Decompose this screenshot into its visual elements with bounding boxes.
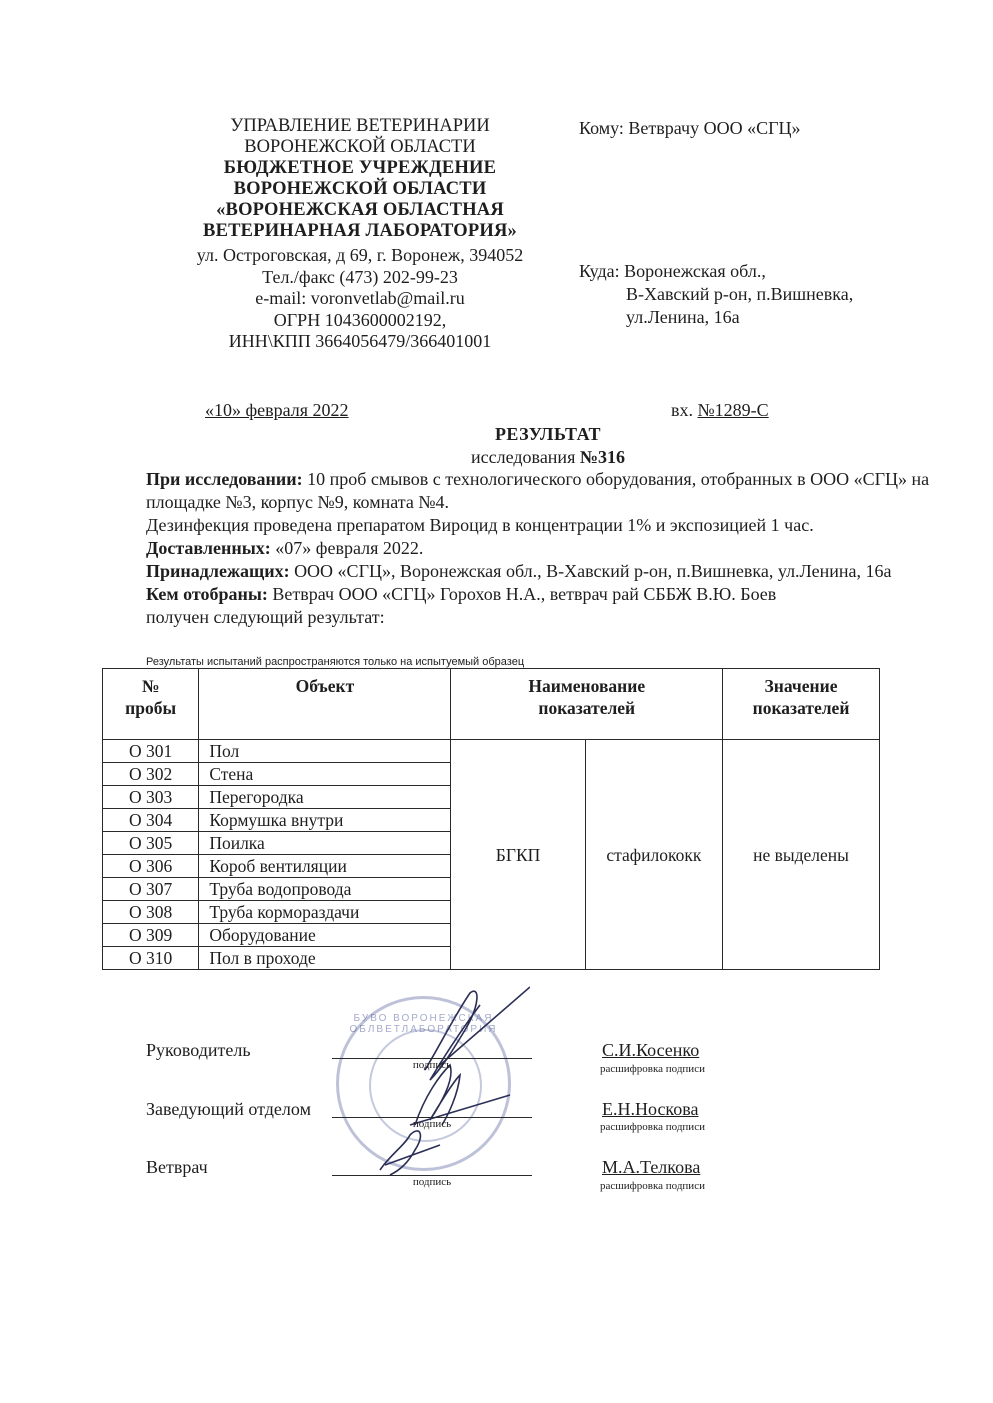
header-text: показателей xyxy=(752,698,850,718)
sampled-paragraph xyxy=(146,583,946,606)
header-text: Объект xyxy=(295,676,355,696)
sample-number: О 303 xyxy=(103,786,199,809)
delivered-paragraph xyxy=(146,537,946,560)
signature-role-department: Заведующий отделом xyxy=(146,1099,311,1119)
signature-caption: подпись xyxy=(412,1059,452,1071)
sample-number: О 309 xyxy=(103,924,199,947)
org-inn-kpp: ИНН\КПП 3664056479/366401001 xyxy=(228,331,492,351)
header-sample-number xyxy=(103,669,199,740)
disinfection-paragraph: Дезинфекция проведена препаратом Вироцид в концентрации 1% и экспозицией 1 час. xyxy=(146,515,814,535)
handwritten-signatures-icon xyxy=(330,985,530,1190)
stamp-text: БУВО ВОРОНЕЖСКАЯ ОБЛВЕТЛАБОРАТОРИЯ xyxy=(349,1013,498,1035)
sample-object: Пол в проходе xyxy=(199,947,451,970)
delivered-label: Доставленных: xyxy=(146,538,271,558)
study-text: 10 проб смывов с технологического оборудования, отобранных в ООО «СГЦ» на площадке №3, корпус №9, комната №4. xyxy=(146,469,930,512)
signatory-caption: расшифровка подписи xyxy=(600,1180,705,1192)
results-note: Результаты испытаний распространяются только на испытуемый образец xyxy=(146,656,525,668)
document-body xyxy=(146,468,946,629)
document-subtitle xyxy=(0,447,993,468)
org-phone: Тел./факс (473) 202-99-23 xyxy=(262,266,458,287)
header-text: Значение xyxy=(764,676,838,696)
owner-paragraph xyxy=(146,560,946,583)
sample-object: Поилка xyxy=(199,832,451,855)
recipient-address-line3: ул.Ленина, 16а xyxy=(626,307,740,327)
sampled-label: Кем отобраны: xyxy=(146,584,268,604)
results-table xyxy=(102,668,880,970)
org-ogrn: ОГРН 1043600002192, xyxy=(273,309,447,330)
study-label: При исследовании: xyxy=(146,469,303,489)
signature-caption: подпись xyxy=(412,1176,452,1188)
signature-caption: подпись xyxy=(412,1118,452,1130)
document-date: «10» февраля 2022 xyxy=(205,400,349,420)
sample-object: Труба водопровода xyxy=(199,878,451,901)
signatory-caption: расшифровка подписи xyxy=(600,1121,705,1133)
subtitle-prefix: исследования xyxy=(471,447,576,467)
owner-label: Принадлежащих: xyxy=(146,561,290,581)
sample-number: О 306 xyxy=(103,855,199,878)
owner-text: ООО «СГЦ», Воронежская обл., В-Хавский р-он, п.Вишневка, ул.Ленина, 16а xyxy=(289,561,892,581)
header-text: Наименование xyxy=(528,676,646,696)
header-indicator-value xyxy=(723,669,880,740)
sample-object: Оборудование xyxy=(199,924,451,947)
org-address: ул. Остроговская, д 69, г. Воронеж, 394052 xyxy=(196,245,524,265)
org-bold-line: ВОРОНЕЖСКОЙ ОБЛАСТИ xyxy=(233,179,487,199)
sample-number: О 304 xyxy=(103,809,199,832)
sample-number: О 301 xyxy=(103,740,199,763)
org-bold-line: БЮДЖЕТНОЕ УЧРЕЖДЕНИЕ xyxy=(223,158,497,178)
header-indicator-name xyxy=(451,669,723,740)
sample-number: О 308 xyxy=(103,901,199,924)
header-text: пробы xyxy=(125,698,177,718)
header-text: № xyxy=(141,676,160,696)
sample-number: О 307 xyxy=(103,878,199,901)
org-line: ВОРОНЕЖСКОЙ ОБЛАСТИ xyxy=(244,137,476,157)
sample-number: О 305 xyxy=(103,832,199,855)
org-bold-line: «ВОРОНЕЖСКАЯ ОБЛАСТНАЯ xyxy=(216,200,504,220)
table-row xyxy=(103,740,880,763)
signatory-caption: расшифровка подписи xyxy=(600,1063,705,1075)
recipient-address xyxy=(579,260,853,329)
sample-object: Труба кормораздачи xyxy=(199,901,451,924)
org-line: УПРАВЛЕНИЕ ВЕТЕРИНАРИИ xyxy=(230,116,490,136)
sampled-text: Ветврач ООО «СГЦ» Горохов Н.А., ветврач рай СББЖ В.Ю. Боев xyxy=(267,584,777,604)
sample-number: О 302 xyxy=(103,763,199,786)
org-email: e-mail: voronvetlab@mail.ru xyxy=(255,288,465,308)
table-header-row xyxy=(103,669,880,740)
study-number: №316 xyxy=(579,447,625,467)
sample-object: Короб вентиляции xyxy=(199,855,451,878)
delivered-text: «07» февраля 2022. xyxy=(270,538,424,558)
signature-line-vet xyxy=(332,1175,532,1188)
signature-line-department xyxy=(332,1117,532,1130)
incoming-prefix: вх. xyxy=(671,400,693,420)
sample-number: О 310 xyxy=(103,947,199,970)
incoming-number xyxy=(671,400,769,421)
indicator-bgkp: БГКП xyxy=(451,740,585,970)
header-object xyxy=(199,669,451,740)
document-title: РЕЗУЛЬТАТ xyxy=(494,424,602,444)
signatory-name-vet: М.А.Телкова xyxy=(602,1157,701,1177)
signature-role-head: Руководитель xyxy=(146,1040,251,1060)
result-intro: получен следующий результат: xyxy=(146,607,385,627)
incoming-number-value: №1289-С xyxy=(697,400,769,420)
signature-role-vet: Ветврач xyxy=(146,1157,208,1177)
recipient-address-line2: В-Хавский р-он, п.Вишневка, xyxy=(626,284,854,304)
signatory-name-head: С.И.Косенко xyxy=(602,1040,700,1060)
sample-object: Перегородка xyxy=(199,786,451,809)
signatory-name-department: Е.Н.Носкова xyxy=(602,1099,699,1119)
recipient-to: Кому: Ветврачу ООО «СГЦ» xyxy=(579,118,801,138)
study-paragraph xyxy=(146,468,946,514)
org-bold-line: ВЕТЕРИНАРНАЯ ЛАБОРАТОРИЯ» xyxy=(203,221,517,241)
sample-object: Стена xyxy=(199,763,451,786)
organization-header xyxy=(150,116,570,353)
indicator-value: не выделены xyxy=(723,740,880,970)
recipient-address-line1: Куда: Воронежская обл., xyxy=(579,261,766,281)
sample-object: Кормушка внутри xyxy=(199,809,451,832)
sample-object: Пол xyxy=(199,740,451,763)
header-text: показателей xyxy=(538,698,636,718)
indicator-staphylococcus: стафилококк xyxy=(585,740,722,970)
signature-line-head xyxy=(332,1058,532,1071)
